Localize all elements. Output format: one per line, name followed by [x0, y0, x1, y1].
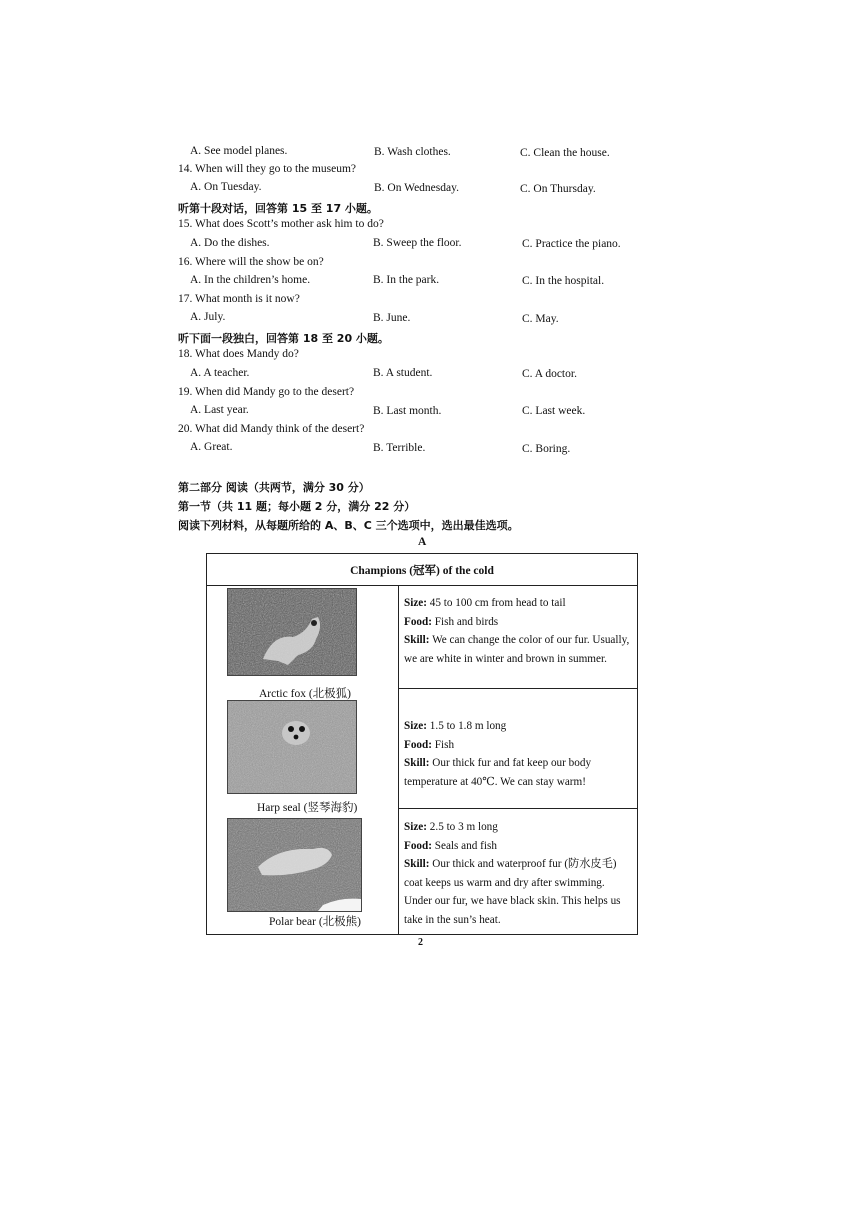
q13-option-c: C. Clean the house. [520, 147, 610, 159]
polar-bear-skill [404, 855, 634, 929]
size-label: Size: [404, 720, 427, 732]
q19-option-b: B. Last month. [373, 405, 442, 417]
q15-option-c: C. Practice the piano. [522, 238, 621, 250]
size-label: Size: [404, 821, 427, 833]
q15-option-a: A. Do the dishes. [190, 237, 270, 249]
harp-seal-skill [404, 754, 634, 791]
q19-option-c: C. Last week. [522, 405, 586, 417]
q14-question: 14. When will they go to the museum? [178, 163, 357, 175]
dialog10-instruction: 听第十段对话，回答第 15 至 17 小题。 [178, 202, 378, 215]
arctic-fox-size [404, 594, 634, 613]
size-label: Size: [404, 597, 427, 609]
q16-question: 16. Where will the show be on? [178, 256, 324, 268]
q17-question: 17. What month is it now? [178, 293, 300, 305]
q15-question: 15. What does Scott’s mother ask him to do? [178, 218, 384, 230]
q20-option-a: A. Great. [190, 441, 233, 453]
polar-bear-food [404, 837, 634, 856]
polar-bear-size [404, 818, 634, 837]
q20-option-b: B. Terrible. [373, 442, 426, 454]
q13-option-b: B. Wash clothes. [374, 146, 451, 158]
skill-label: Skill: [404, 757, 430, 770]
polar-bear-photo [227, 818, 362, 912]
harp-seal-photo [227, 700, 357, 794]
part-title: 第二部分 阅读（共两节，满分 30 分） [178, 481, 370, 494]
monologue-instruction: 听下面一段独白，回答第 18 至 20 小题。 [178, 332, 389, 345]
size-value: 45 to 100 cm from head to tail [427, 597, 566, 609]
q15-option-b: B. Sweep the floor. [373, 237, 462, 249]
size-value: 1.5 to 1.8 m long [427, 720, 507, 732]
q18-option-c: C. A doctor. [522, 368, 577, 380]
q17-option-b: B. June. [373, 312, 411, 324]
harp-seal-image [228, 701, 356, 793]
food-value: Seals and fish [431, 839, 497, 852]
passage-label: A [418, 536, 427, 548]
q16-option-c: C. In the hospital. [522, 275, 605, 287]
table-title: Champions (冠军) of the cold [207, 554, 637, 586]
q14-option-b: B. On Wednesday. [374, 182, 459, 194]
polar-bear-image [228, 819, 361, 911]
skill-label: Skill: [404, 858, 430, 871]
row-divider [398, 688, 638, 689]
arctic-fox-caption: Arctic fox (北极狐) [259, 688, 351, 700]
page-number: 2 [418, 937, 423, 948]
row-divider [398, 808, 638, 809]
skill-value: We can change the color of our fur. Usually, we are white in winter and brown in summer. [404, 634, 630, 665]
harp-seal-size [404, 717, 634, 736]
q17-option-c: C. May. [522, 313, 559, 325]
arctic-fox-image [228, 589, 356, 675]
q20-question: 20. What did Mandy think of the desert? [178, 423, 365, 435]
polar-bear-caption: Polar bear (北极熊) [269, 916, 361, 928]
section-title: 第一节（共 11 题；每小题 2 分，满分 22 分） [178, 500, 416, 513]
q14-option-a: A. On Tuesday. [190, 181, 262, 193]
harp-seal-caption: Harp seal (竖琴海豹) [257, 802, 358, 814]
skill-value: Our thick fur and fat keep our body temperature at 40℃. We can stay warm! [404, 757, 592, 788]
q14-option-c: C. On Thursday. [520, 183, 596, 195]
food-label: Food: [404, 615, 432, 628]
q19-option-a: A. Last year. [190, 404, 249, 416]
q17-option-a: A. July. [190, 311, 226, 323]
q16-option-a: A. In the children’s home. [190, 274, 311, 286]
harp-seal-info [404, 717, 634, 791]
q16-option-b: B. In the park. [373, 274, 440, 286]
food-value: Fish and birds [431, 615, 499, 628]
food-value: Fish [431, 738, 455, 751]
q18-option-a: A. A teacher. [190, 367, 250, 379]
champions-table [206, 553, 638, 935]
food-label: Food: [404, 839, 432, 852]
reading-instruction: 阅读下列材料，从每题所给的 A、B、C 三个选项中，选出最佳选项。 [178, 519, 519, 532]
size-value: 2.5 to 3 m long [427, 821, 498, 833]
food-label: Food: [404, 738, 432, 751]
arctic-fox-photo [227, 588, 357, 676]
q18-option-b: B. A student. [373, 367, 433, 379]
polar-bear-info [404, 818, 634, 930]
q20-option-c: C. Boring. [522, 443, 571, 455]
q13-option-a: A. See model planes. [190, 145, 288, 157]
column-divider [398, 585, 399, 934]
skill-label: Skill: [404, 634, 430, 647]
arctic-fox-skill [404, 631, 634, 668]
harp-seal-food [404, 736, 634, 755]
arctic-fox-food [404, 613, 634, 632]
q18-question: 18. What does Mandy do? [178, 348, 299, 360]
q19-question: 19. When did Mandy go to the desert? [178, 386, 355, 398]
skill-value: Our thick and waterproof fur (防水皮毛) coat keeps us warm and dry after swimming. Under our fur, we have black skin. This helps us take in the sun’s heat. [404, 858, 621, 926]
arctic-fox-info [404, 594, 634, 668]
